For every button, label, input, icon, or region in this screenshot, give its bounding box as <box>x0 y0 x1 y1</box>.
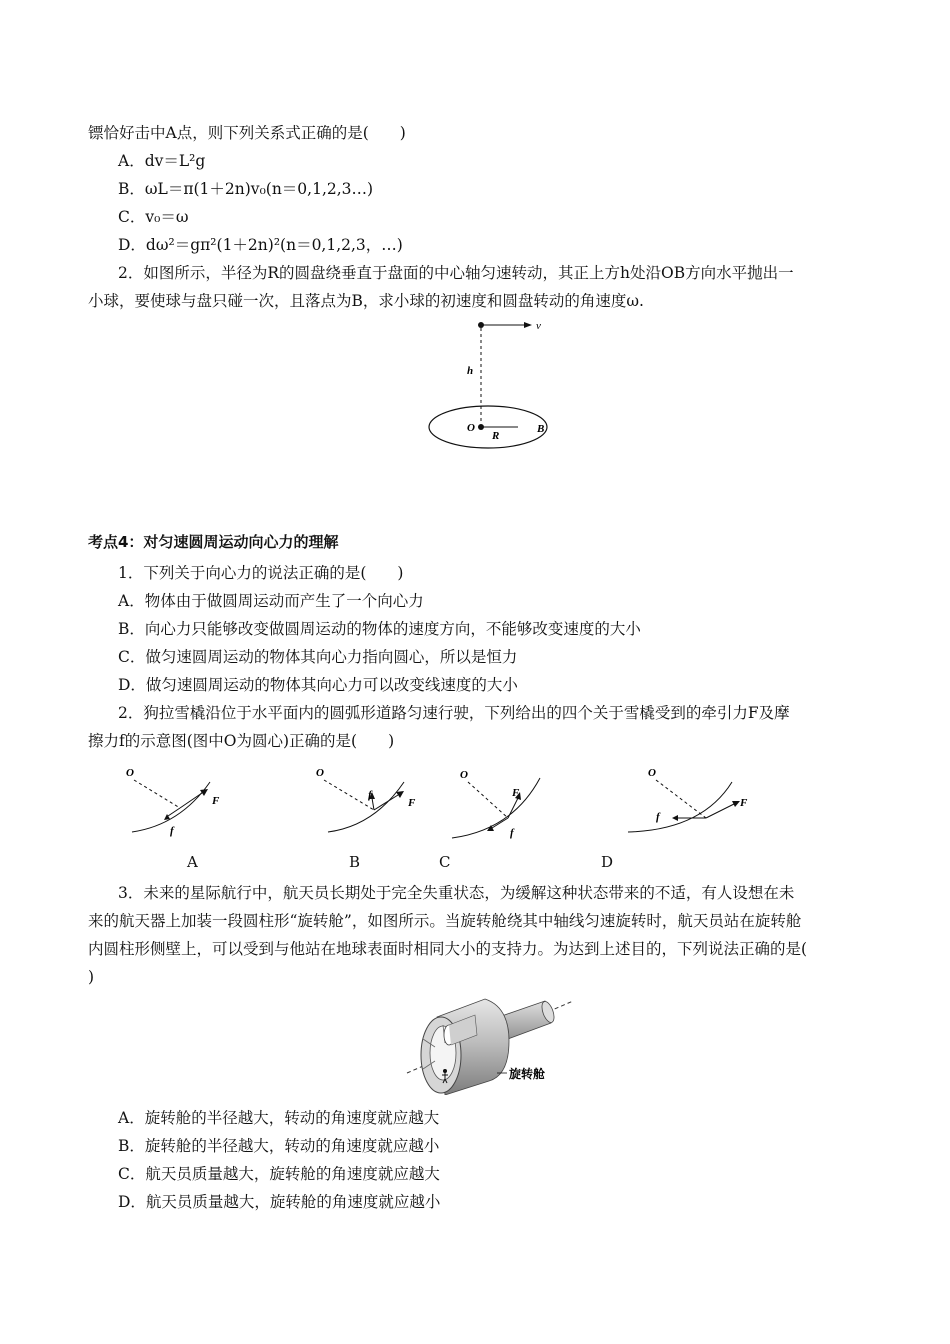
caption-d: D <box>601 853 614 871</box>
option-d: D．dω²＝gπ²(1＋2n)²(n＝0,1,2,3，…) <box>118 236 403 254</box>
label-O: O <box>467 422 475 434</box>
q3-line2: 来的航天器上加装一段圆柱形“旋转舱”，如图所示。当旋转舱绕其中轴线匀速旋转时，航天员站在旋转舱 <box>88 912 802 930</box>
q3-line1: 3．未来的星际航行中，航天员长期处于完全失重状态，为缓解这种状态带来的不适，有人设想在未 <box>118 884 795 902</box>
svg-text:O: O <box>316 767 324 779</box>
sled-figure-c <box>450 760 560 845</box>
svg-text:F: F <box>408 797 416 809</box>
question-stem-tail: 镖恰好击中A点，则下列关系式正确的是( ) <box>88 124 406 142</box>
svg-text:f: f <box>368 789 372 801</box>
q2-line1: 2．狗拉雪橇沿位于水平面内的圆弧形道路匀速行驶，下列给出的四个关于雪橇受到的牵引力F及摩 <box>118 704 790 722</box>
option-c: C．v₀＝ω <box>118 208 189 226</box>
svg-text:F: F <box>740 797 748 809</box>
sled-figure-a <box>120 760 240 845</box>
caption-c: C <box>439 853 451 871</box>
svg-text:O: O <box>460 769 468 781</box>
label-h: h <box>467 365 474 377</box>
sled-figure-d <box>622 760 762 845</box>
svg-text:F: F <box>512 787 520 799</box>
svg-text:O: O <box>126 767 134 779</box>
sled-figure-b <box>312 760 432 845</box>
disc-question-line2: 小球，要使球与盘只碰一次，且落点为B，求小球的初速度和圆盘转动的角速度ω. <box>88 292 644 310</box>
q1-option-c: C．做匀速圆周运动的物体其向心力指向圆心，所以是恒力 <box>118 648 518 666</box>
q3-option-d: D．航天员质量越大，旋转舱的角速度就应越小 <box>118 1193 441 1211</box>
label-v: v <box>536 320 541 332</box>
q3-option-b: B．旋转舱的半径越大，转动的角速度就应越小 <box>118 1137 440 1155</box>
q1-stem: 1．下列关于向心力的说法正确的是( ) <box>118 564 404 582</box>
q3-option-a: A．旋转舱的半径越大，转动的角速度就应越大 <box>118 1109 440 1127</box>
disc-figure <box>420 314 560 454</box>
caption-a: A <box>187 853 198 871</box>
svg-text:f: f <box>510 827 514 839</box>
rotating-cabin-figure <box>405 995 575 1095</box>
q3-line3: 内圆柱形侧壁上，可以受到与他站在地球表面时相同大小的支持力。为达到上述目的，下列说法正确的是( <box>88 940 808 958</box>
q3-option-c: C．航天员质量越大，旋转舱的角速度就应越大 <box>118 1165 440 1183</box>
option-b: B．ωL＝π(1＋2n)v₀(n＝0,1,2,3…) <box>118 180 374 198</box>
svg-text:f: f <box>656 811 660 823</box>
label-R: R <box>492 430 500 442</box>
option-a: A．dv＝L²g <box>118 152 206 170</box>
caption-b: B <box>349 853 361 871</box>
svg-text:f: f <box>170 825 174 837</box>
disc-question-line1: 2．如图所示，半径为R的圆盘绕垂直于盘面的中心轴匀速转动，其正上方h处沿OB方向水平抛出一 <box>118 264 794 282</box>
q1-option-a: A．物体由于做圆周运动而产生了一个向心力 <box>118 592 424 610</box>
svg-text:O: O <box>648 767 656 779</box>
q1-option-d: D．做匀速圆周运动的物体其向心力可以改变线速度的大小 <box>118 676 518 694</box>
cabin-label: 旋转舱 <box>509 1067 546 1081</box>
q2-line2: 擦力f的示意图(图中O为圆心)正确的是( ) <box>88 732 395 750</box>
label-B: B <box>537 423 545 435</box>
section-title: 考点4：对匀速圆周运动向心力的理解 <box>88 533 339 551</box>
svg-text:F: F <box>212 795 220 807</box>
q1-option-b: B．向心力只能够改变做圆周运动的物体的速度方向，不能够改变速度的大小 <box>118 620 641 638</box>
q3-line4: ) <box>88 968 95 986</box>
